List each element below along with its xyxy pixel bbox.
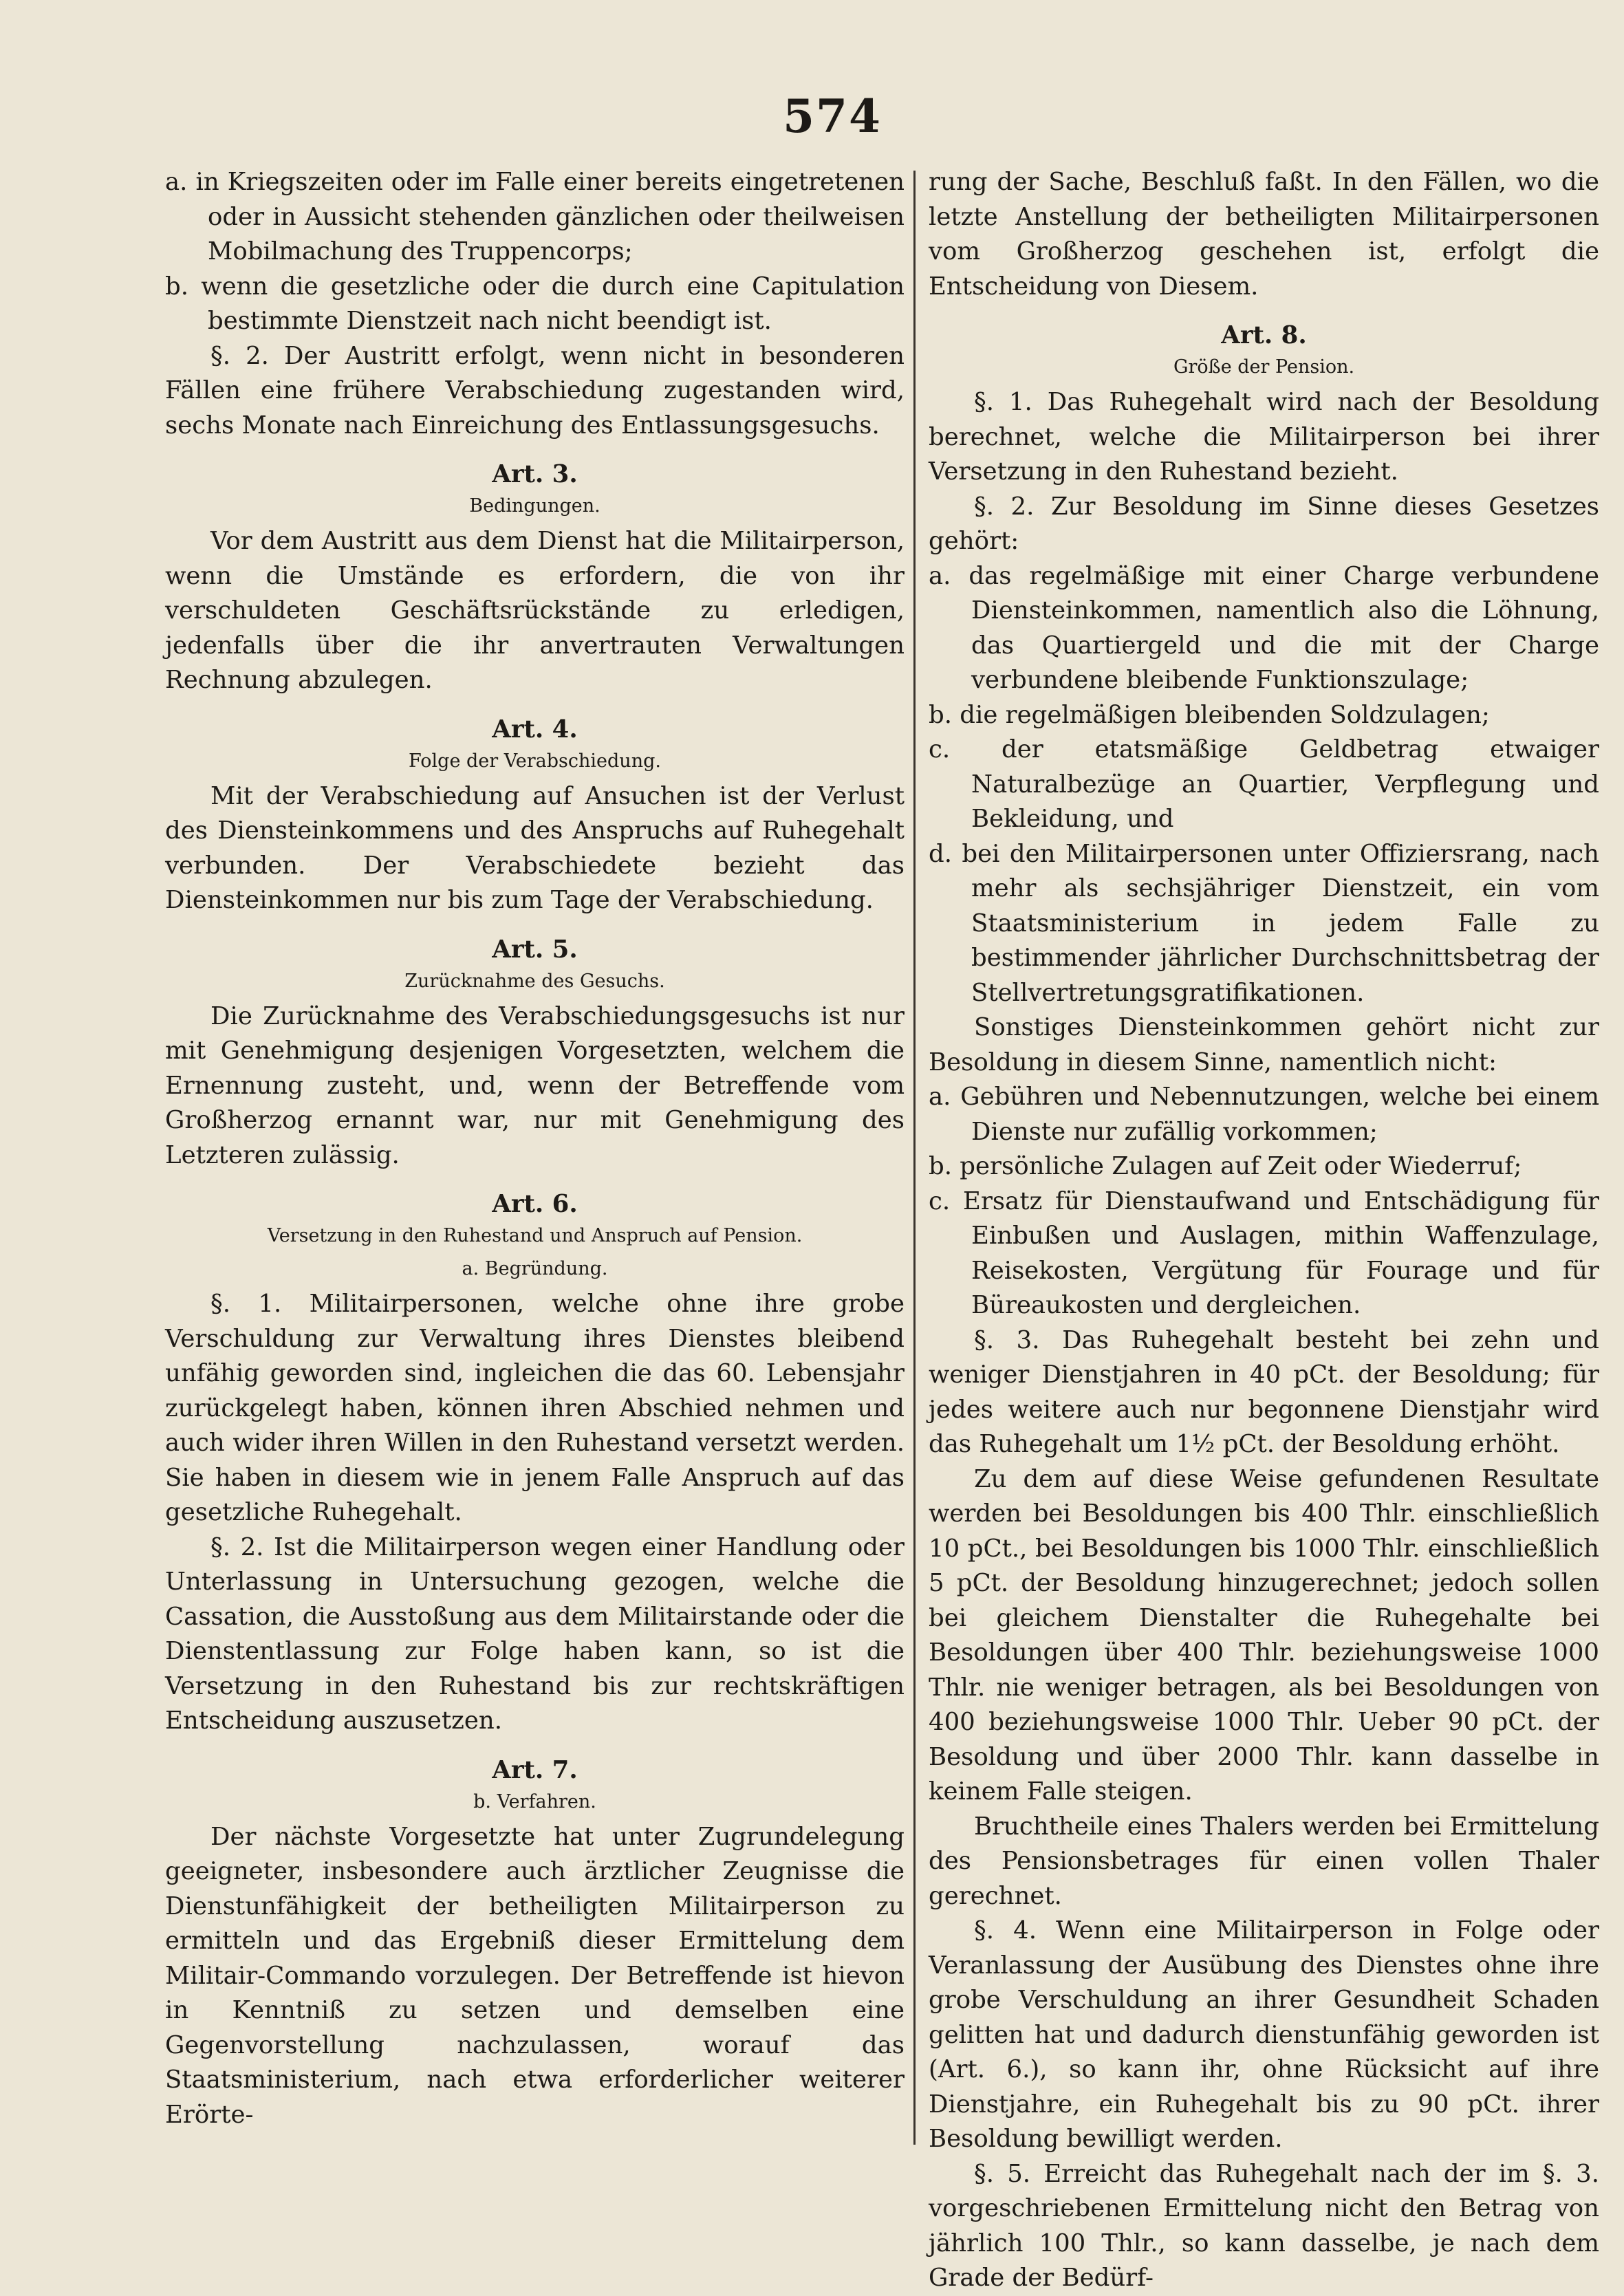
article-heading: Art. 5. [492,935,578,964]
article-subtitle: a. Begründung. [462,1258,608,1279]
right-column [929,165,1599,2296]
page-number: 574 [783,89,882,143]
article-subtitle: Versetzung in den Ruhestand und Anspruch auf Pension. [267,1225,803,1246]
article-subtitle: Größe der Pension. [1173,356,1355,378]
article-subtitle: Zurücknahme des Gesuchs. [404,970,665,992]
list-item: b. persönliche Zulagen auf Zeit oder Wiederruf; [929,1152,1522,1180]
paragraph: §. 2. Zur Besoldung im Sinne dieses Gesetzes gehört: [929,492,1599,555]
paragraph: Mit der Verabschiedung auf Ansuchen ist der Verlust des Diensteinkommens und des Anspruchs auf Ruhegehalt verbunden. Der Verabschiedete bezieht das Diensteinkommen nur bis zum Tage der Verabschiedung. [165,781,905,914]
paragraph: §. 2. Ist die Militairperson wegen einer Handlung oder Unterlassung in Untersuchung gezogen, welche die Cassation, die Ausstoßung aus dem Militairstande oder die Dienstentlassung zur Folge haben kann, so ist die Versetzung in den Ruhestand bis zur rechtskräftigen Entscheidung auszusetzen. [165,1533,905,1735]
paragraph: §. 1. Das Ruhegehalt wird nach der Besoldung berechnet, welche die Militairperson bei ihrer Versetzung in den Ruhestand bezieht. [929,388,1599,486]
paragraph: Sonstiges Diensteinkommen gehört nicht zur Besoldung in diesem Sinne, namentlich nicht: [929,1013,1599,1076]
list-item: c. Ersatz für Dienstaufwand und Entschädigung für Einbußen und Auslagen, mithin Waffenzulage, Reisekosten, Vergütung für Fourage und für Büreaukosten und dergleichen. [929,1187,1599,1319]
list-item: d. bei den Militairpersonen unter Offiziersrang, nach mehr als sechsjähriger Dienstzeit, ein vom Staatsministerium in jedem Falle zu bestimmender jährlicher Durchschnittsbetrag der Stellvertretungsgratifikationen. [929,839,1599,1007]
list-item: c. der etatsmäßige Geldbetrag etwaiger Naturalbezüge an Quartier, Verpflegung und Bekleidung, und [929,735,1599,833]
list-item: b. wenn die gesetzliche oder die durch eine Capitulation bestimmte Dienstzeit nach nicht beendigt ist. [165,272,905,335]
list-item: a. in Kriegszeiten oder im Falle einer bereits eingetretenen oder in Aussicht stehenden gänzlichen oder theilweisen Mobilmachung des Truppencorps; [165,168,905,266]
article-heading: Art. 3. [492,460,578,488]
paragraph: §. 1. Militairpersonen, welche ohne ihre grobe Verschuldung zur Verwaltung ihres Dienstes bleibend unfähig geworden sind, ingleichen die das 60. Lebensjahr zurückgelegt haben, können ihren Abschied nehmen und auch wider ihren Willen in den Ruhestand versetzt werden. Sie haben in diesem wie in jenem Falle Anspruch auf das gesetzliche Ruhegehalt. [165,1290,905,1526]
article-heading: Art. 6. [492,1190,578,1218]
article-heading: Art. 4. [492,715,578,744]
paragraph: Vor dem Austritt aus dem Dienst hat die Militairperson, wenn die Umstände es erfordern, die von ihr verschuldeten Geschäftsrückstände zu erledigen, jedenfalls über die ihr anvertrauten Verwaltungen Rechnung abzulegen. [165,527,905,694]
article-heading: Art. 7. [492,1755,578,1784]
paragraph: Zu dem auf diese Weise gefundenen Resultate werden bei Besoldungen bis 400 Thlr. einschließlich 10 pCt., bei Besoldungen bis 1000 Thlr. einschließlich 5 pCt. der Besoldung hinzugerechnet; jedoch sollen bei gleichem Dienstalter die Ruhegehalte bei Besoldungen über 400 Thlr. beziehungsweise 1000 Thlr. nie weniger betragen, als bei Besoldungen von 400 beziehungsweise 1000 Thlr. Ueber 90 pCt. der Besoldung und über 2000 Thlr. kann dasselbe in keinem Falle steigen. [929,1464,1599,1806]
article-subtitle: Folge der Verabschiedung. [409,750,661,772]
left-column [165,165,905,2132]
list-item: a. das regelmäßige mit einer Charge verbundene Diensteinkommen, namentlich also die Löhnung, das Quartiergeld und die mit der Charge verbundene bleibende Funktionszulage; [929,561,1599,694]
paragraph: §. 2. Der Austritt erfolgt, wenn nicht in besonderen Fällen eine frühere Verabschiedung zugestanden wird, sechs Monate nach Einreichung des Entlassungsgesuchs. [165,341,905,440]
article-subtitle: Bedingungen. [469,495,600,517]
paragraph: rung der Sache, Beschluß faßt. In den Fällen, wo die letzte Anstellung der betheiligten Militairpersonen vom Großherzog geschehen ist, erfolgt die Entscheidung von Diesem. [929,168,1599,301]
paragraph: §. 4. Wenn eine Militairperson in Folge oder Veranlassung der Ausübung des Dienstes ohne ihre grobe Verschuldung an ihrer Gesundheit Schaden gelitten hat und dadurch dienstunfähig geworden ist (Art. 6.), so kann ihr, ohne Rücksicht auf ihre Dienstjahre, ein Ruhegehalt bis zu 90 pCt. ihrer Besoldung bewilligt werden. [929,1916,1599,2153]
list-item: b. die regelmäßigen bleibenden Soldzulagen; [929,700,1490,729]
list-item: a. Gebühren und Nebennutzungen, welche bei einem Dienste nur zufällig vorkommen; [929,1083,1599,1146]
paragraph: §. 5. Erreicht das Ruhegehalt nach der im §. 3. vorgeschriebenen Ermittelung nicht den Betrag von jährlich 100 Thlr., so kann dasselbe, je nach dem Grade der Bedürf- [929,2159,1599,2292]
paragraph: Der nächste Vorgesetzte hat unter Zugrundelegung geeigneter, insbesondere auch ärztlicher Zeugnisse die Dienstunfähigkeit der betheiligten Militairperson zu ermitteln und das Ergebniß dieser Ermittelung dem Militair-Commando vorzulegen. Der Betreffende ist hievon in Kenntniß zu setzen und demselben eine Gegenvorstellung nachzulassen, worauf das Staatsministerium, nach etwa erforderlicher weiterer Erörte- [165,1822,905,2129]
paragraph: Die Zurücknahme des Verabschiedungsgesuchs ist nur mit Genehmigung desjenigen Vorgesetzten, welchem die Ernennung zusteht, und, wenn der Betreffende vom Großherzog ernannt war, nur mit Genehmigung des Letzteren zulässig. [165,1001,905,1169]
paragraph: Bruchtheile eines Thalers werden bei Ermittelung des Pensionsbetrages für einen vollen Thaler gerechnet. [929,1812,1599,1910]
column-divider [913,171,916,2145]
article-heading: Art. 8. [1221,321,1307,349]
paragraph: §. 3. Das Ruhegehalt besteht bei zehn und weniger Dienstjahren in 40 pCt. der Besoldung; für jedes weitere auch nur begonnene Dienstjahr wird das Ruhegehalt um 1½ pCt. der Besoldung erhöht. [929,1325,1599,1458]
article-subtitle: b. Verfahren. [473,1790,596,1812]
